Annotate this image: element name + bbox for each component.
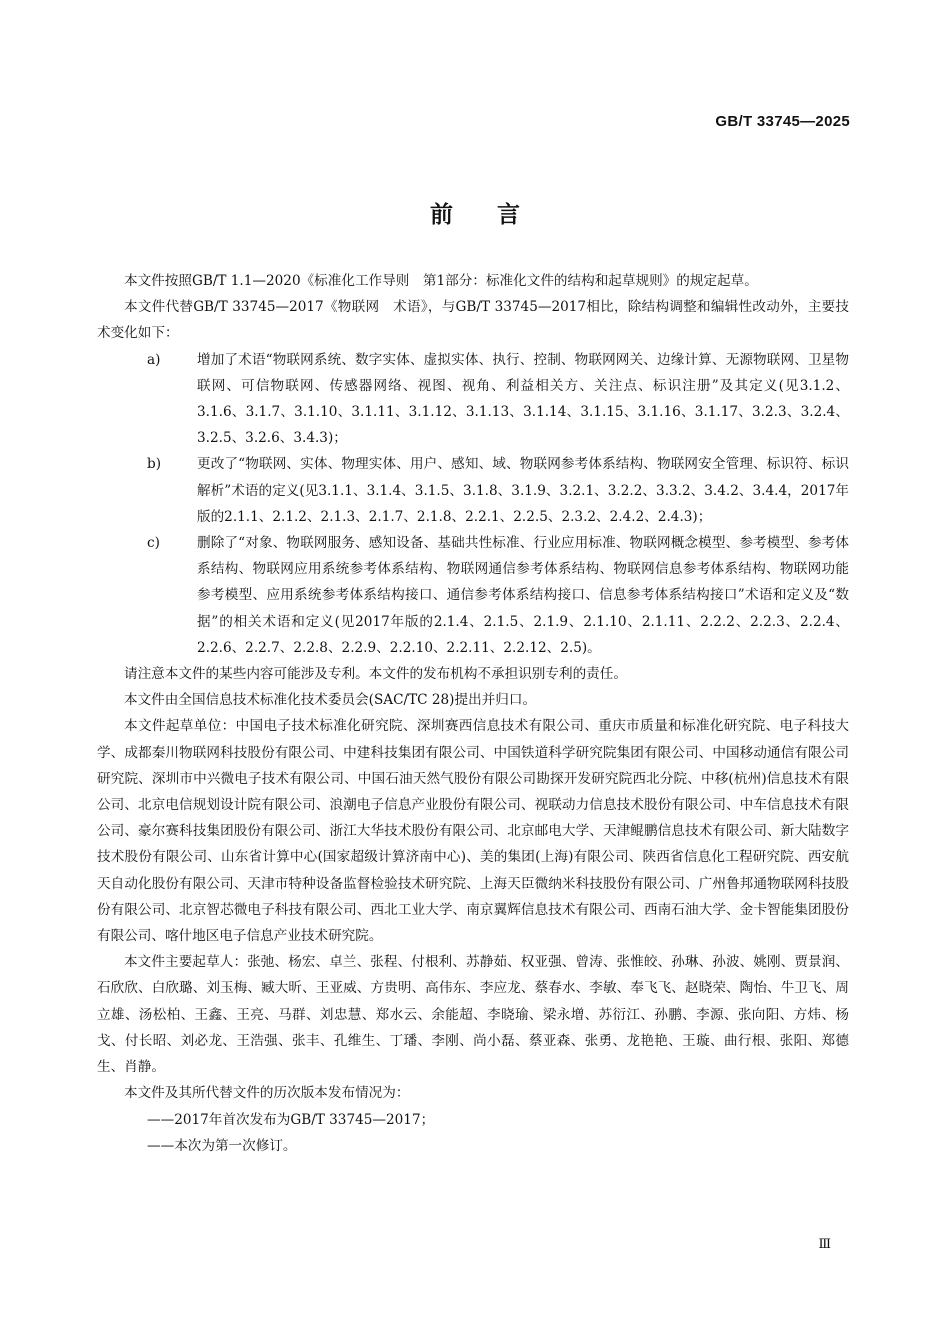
paragraph-drafting-units: 本文件起草单位：中国电子技术标准化研究院、深圳赛西信息技术有限公司、重庆市质量和标准化研究院、电子科技大学、成都秦川物联网科技股份有限公司、中建科技集团有限公司、中国铁道科学研究院集团有限公司、中国移动通信有限公司研究院、深圳市中兴微电子技术有限公司、中国石油天然气股份有限公司勘探开发研究院西北分院、中移(杭州)信息技术有限公司、北京电信规划设计院有限公司、浪潮电子信息产业股份有限公司、视联动力信息技术股份有限公司、中车信息技术有限公司、豪尔赛科技集团股份有限公司、浙江大华技术股份有限公司、北京邮电大学、天津鲲鹏信息技术有限公司、新大陆数字技术股份有限公司、山东省计算中心(国家超级计算济南中心)、美的集团(上海)有限公司、陕西省信息化工程研究院、西安航天自动化股份有限公司、天津市特种设备监督检验技术研究院、上海天臣微纳米科技股份有限公司、广州鲁邦通物联网科技股份有限公司、北京智芯微电子科技有限公司、西北工业大学、南京翼辉信息技术有限公司、西南石油大学、金卡智能集团股份有限公司、喀什地区电子信息产业技术研究院。 [97,718,849,945]
paragraph-replacement: 本文件代替GB/T 33745—2017《物联网 术语》，与GB/T 33745—2017相比，除结构调整和编辑性改动外，主要技术变化如下： [97,299,849,342]
list-item-text: 更改了“物联网、实体、物理实体、用户、感知、域、物联网参考体系结构、物联网安全管理、标识符、标识解析”术语的定义(见3.1.1、3.1.4、3.1.5、3.1.8、3.1.9、3.2.1、3.2.2、3.3.2、3.4.2、3.4.4，2017年版的2.1.1、2.1.2、2.1.3、2.1.7、2.1.8、2.2.1、2.2.5、2.3.2、2.4.2、2.4.3)； [197,456,849,525]
list-item-marker: a) [147,351,161,368]
paragraph-proposer: 本文件由全国信息技术标准化技术委员会(SAC/TC 28)提出并归口。 [124,692,537,709]
list-item [97,451,849,530]
list-item [97,530,849,661]
history-item: ——2017年首次发布为GB/T 33745—2017； [147,1111,435,1128]
document-body [97,268,849,1159]
list-item-text: 增加了术语“物联网系统、数字实体、虚拟实体、执行、控制、物联网网关、边缘计算、无源物联网、卫星物联网、可信物联网、传感器网络、视图、视角、利益相关方、关注点、标识注册”及其定义(见3.1.2、3.1.6、3.1.7、3.1.10、3.1.11、3.1.12、3.1.13、3.1.14、3.1.15、3.1.16、3.1.17、3.2.3、3.2.4、3.2.5、3.2.6、3.4.3)； [197,351,849,447]
list-item [97,347,849,452]
page-number: Ⅲ [818,1237,831,1252]
page-title: 前言 [430,202,564,228]
list-item-marker: c) [147,535,160,552]
paragraph-drafters: 本文件主要起草人：张弛、杨宏、卓兰、张程、付根利、苏静茹、权亚强、曾涛、张惟皎、孙琳、孙波、姚刚、贾景润、石欣欣、白欣璐、刘玉梅、臧大昕、王亚威、方贵明、高伟东、李应龙、蔡春水、李敏、奉飞飞、赵晓荣、陶怡、牛卫飞、周立雄、汤松柏、王鑫、王亮、马群、刘忠慧、郑水云、余能超、李晓瑜、梁永增、苏衍江、孙鹏、李源、张向阳、方炜、杨戈、付长昭、刘必龙、王浩强、张丰、孔维生、丁璠、李刚、尚小磊、蔡亚森、张勇、龙艳艳、王璇、曲行根、张阳、郑德生、肖静。 [97,954,849,1076]
paragraph-patent-notice: 请注意本文件的某些内容可能涉及专利。本文件的发布机构不承担识别专利的责任。 [124,666,627,683]
list-item-marker: b) [147,456,162,473]
history-item: ——本次为第一次修订。 [147,1137,297,1154]
standard-code: GB/T 33745—2025 [715,113,850,130]
paragraph-history-intro: 本文件及其所代替文件的历次版本发布情况为： [124,1085,410,1102]
list-item-text: 删除了“对象、物联网服务、感知设备、基础共性标准、行业应用标准、物联网概念模型、参考模型、参考体系结构、物联网应用系统参考体系结构、物联网通信参考体系结构、物联网信息参考体系结构、物联网功能参考模型、应用系统参考体系结构接口、通信参考体系结构接口、信息参考体系结构接口”术语和定义及“数据”的相关术语和定义(见2017年版的2.1.4、2.1.5、2.1.9、2.1.10、2.1.11、2.2.2、2.2.3、2.2.4、2.2.6、2.2.7、2.2.8、2.2.9、2.2.10、2.2.11、2.2.12、2.5)。 [197,535,849,656]
paragraph-drafting-rules: 本文件按照GB/T 1.1—2020《标准化工作导则 第1部分：标准化文件的结构和起草规则》的规定起草。 [124,273,758,289]
